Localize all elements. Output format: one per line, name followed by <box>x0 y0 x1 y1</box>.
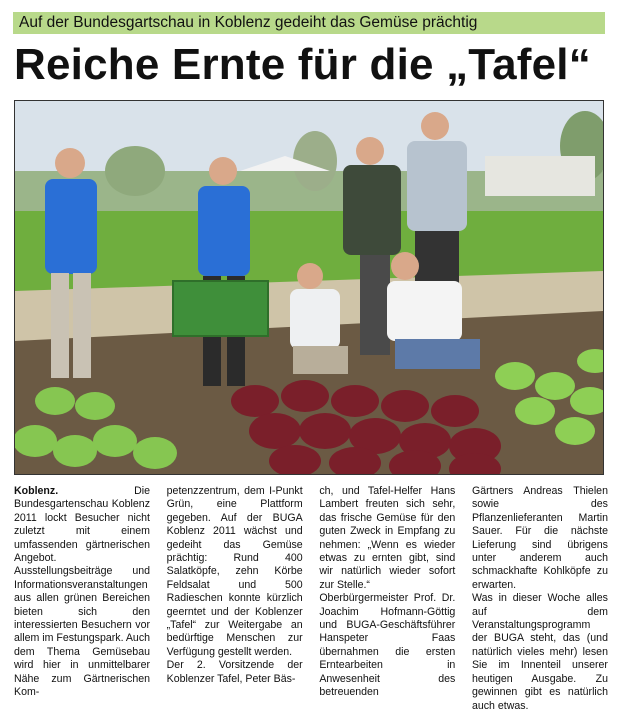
paragraph: Der 2. Vorsitzende der Koblenzer Tafel, Peter Bäs- <box>166 659 303 685</box>
paragraph: Gärtners Andreas Thielen sowie des Pflanzenlieferanten Martin Sauer. Für die nächste Lieferung sind übrigens unter anderem auch schmackhafte Kohlköpfe zu erwarten. <box>471 485 608 591</box>
photo-gardeners-harvesting-lettuce-icon <box>15 101 603 474</box>
column-2 <box>167 485 303 710</box>
column-3 <box>319 485 455 710</box>
paragraph-text: Die Bundesgartenschau Koblenz 2011 lockt Besucher nicht zuletzt mit einem umfassenden gärtnerischen Angebot. Ausstellungsbeiträge und Informationsveranstaltungen aus allen grünen Bereichen bieten sich den interessierten Besuchern vor allem im Festungspark. Auch dem Thema Gemüsebau wird hier in unmittelbarer Nähe zum Gärtnerischen Kom- <box>14 485 151 699</box>
paragraph: petenzzentrum, dem I-Punkt Grün, eine Plattform gegeben. Auf der BUGA Koblenz 2011 wächst und gedeiht das Gemüse prächtig: Rund 400 Salatköpfe, zehn Körbe Feldsalat und 500 Radieschen konnte kürzlich geerntet und der Koblenzer „Tafel“ zur Weitergabe an bedürftige Menschen zur Verfügung gestellt werden. <box>166 485 303 658</box>
paragraph: ch, und Tafel-Helfer Hans Lambert freuten sich sehr, das frische Gemüse für den guten Zweck in Empfang zu nehmen: „Wenn es wieder etwas zu ernten gibt, sind wir natürlich wieder sofort zur Stelle.“ <box>319 485 456 591</box>
article-photo <box>14 100 604 475</box>
paragraph: Was in dieser Woche alles auf dem Veranstaltungsprogramm der BUGA steht, das (und natürlich vieles mehr) lesen Sie im Innenteil unserer heutigen Ausgabe. Zu gewinnen gibt es natürlich auch etwas. <box>471 592 608 712</box>
dateline: Koblenz. <box>14 485 59 497</box>
kicker-bar <box>13 12 605 34</box>
paragraph <box>14 485 150 700</box>
column-4 <box>472 485 608 710</box>
headline: Reiche Ernte für die „Tafel“ <box>14 40 591 89</box>
paragraph: Oberbürgermeister Prof. Dr. Joachim Hofmann-Göttig und BUGA-Geschäftsführer Hanspeter Faas übernahmen die ersten Erntearbeiten in Anwesenheit des betreuenden <box>319 592 456 699</box>
column-1 <box>14 485 150 710</box>
kicker-text: Auf der Bundesgartschau in Koblenz gedeiht das Gemüse prächtig <box>19 14 478 31</box>
article-body <box>14 485 608 710</box>
